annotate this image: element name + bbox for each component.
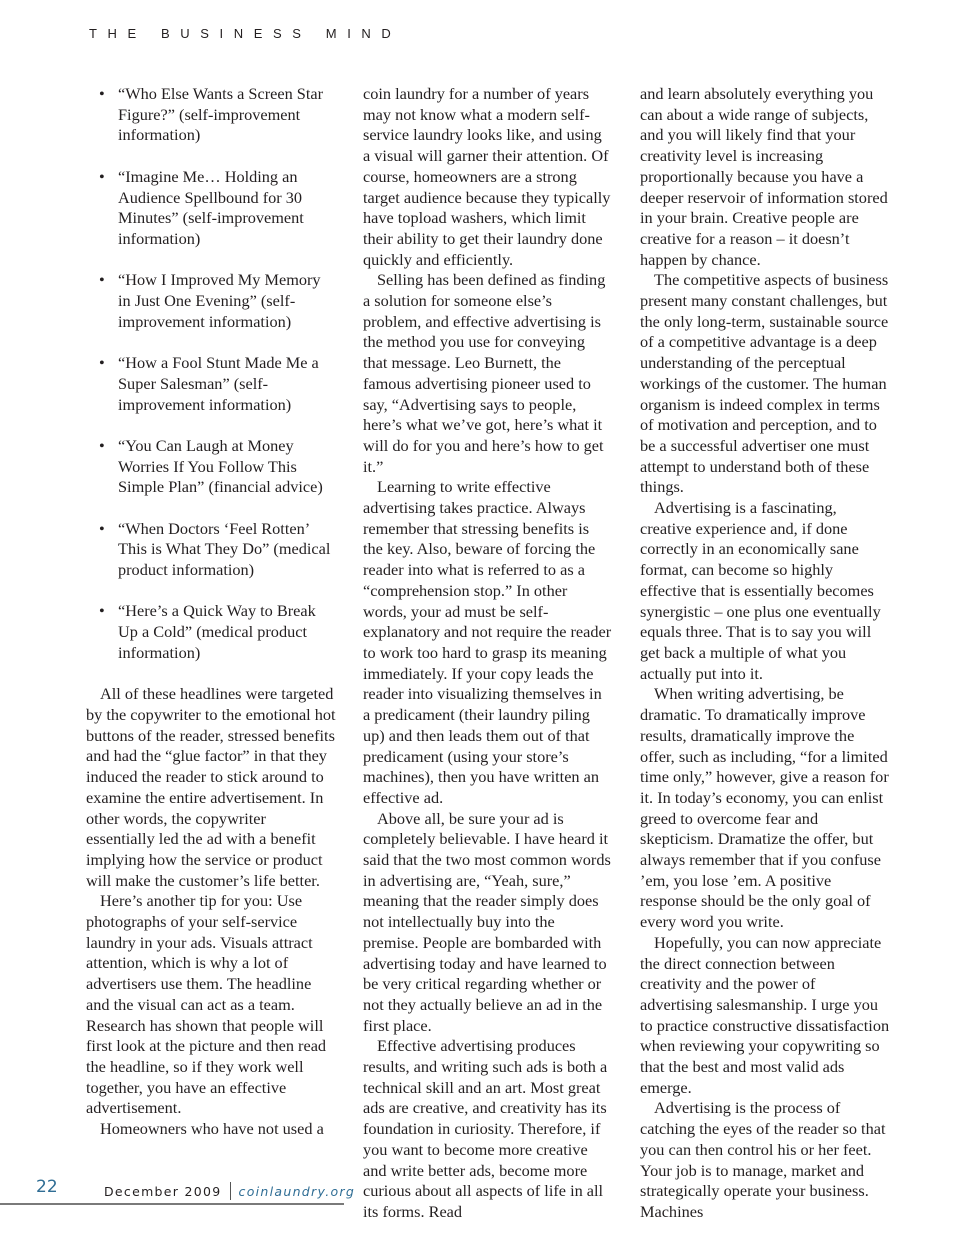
list-item-text: “Imagine Me… Holding an Audience Spellbound for 30 Minutes” (self-improvement information) — [118, 166, 304, 248]
list-item — [86, 519, 336, 581]
list-item — [86, 436, 336, 498]
list-item — [86, 270, 336, 332]
list-item — [86, 167, 336, 250]
article-column-3 — [640, 84, 890, 1223]
bullet-icon: • — [99, 84, 105, 103]
list-item-text: “You Can Laugh at Money Worries If You Follow This Simple Plan” (financial advice) — [118, 435, 323, 497]
bullet-icon: • — [99, 353, 105, 373]
article-column-2 — [363, 84, 613, 1223]
bullet-icon: • — [99, 270, 105, 290]
footer-folio — [104, 1182, 355, 1200]
bullet-icon: • — [99, 518, 105, 538]
bullet-icon: • — [99, 601, 105, 621]
page-number: 22 — [36, 1177, 58, 1197]
body-paragraph: Learning to write effective advertising takes practice. Always remember that stressing benefits is the key. Also, beware of forcing the reader into what is referred to as a “comprehension stop.” In other words, your ad must be self-explanatory and not require the reader to work too hard to grasp its meaning immediately. If your copy leads the reader into visualizing themselves in a predicament (their laundry piling up) and then leads them out of that predicament (using your store’s machines), then you have written an effective ad. — [363, 477, 612, 807]
issue-date: December 2009 — [104, 1184, 222, 1199]
list-item-text: “Who Else Wants a Screen Star Figure?” (self-improvement information) — [118, 84, 324, 145]
body-paragraph: Hopefully, you can now appreciate the direct connection between creativity and the power of advertising salesmanship. I urge you to practice constructive dissatisfaction when reviewing your copywriting so that the best and most valid ads emerge. — [640, 932, 890, 1097]
body-paragraph: Selling has been defined as finding a solution for someone else’s problem, and effective advertising is the method you use for conveying that message. Leo Burnett, the famous advertising pioneer used to say, “Advertising says to people, here’s what we’ve got, here’s what it will do for you and here’s how to get it.” — [363, 270, 606, 476]
body-paragraph-continuation: and learn absolutely everything you can about a wide range of subjects, and you will likely find that your creativity level is increasing proportionally because you have a deeper reservoir of information stored in your brain. Creative people are creative for a reason – it doesn’t happen by chance. — [640, 84, 888, 269]
body-paragraph: The competitive aspects of business present many constant challenges, but the only long-term, sustainable source of a competitive advantage is a deep understanding of the perceptual workings of the customer. The human organism is indeed complex in terms of motivation and perception, and to be a successful advertiser one must attempt to understand both of these things. — [640, 270, 889, 497]
list-item-text: “Here’s a Quick Way to Break Up a Cold” (medical product information) — [118, 601, 316, 662]
body-paragraph: All of these headlines were targeted by the copywriter to the emotional hot buttons of the reader, stressed benefits and had the “glue factor” in that they induced the reader to stick around to examine the entire advertisement. In other words, the copywriter essentially led the ad with a benefit implying how the service or product will make the customer’s life better. — [86, 684, 336, 890]
bullet-icon: • — [99, 166, 105, 186]
body-paragraph: Homeowners who have not used a — [100, 1119, 324, 1139]
body-paragraph: Here’s another tip for you: Use photographs of your self-service laundry in your ads. Visuals attract attention, which is why a lot of advertisers use them. The headline and the visual can act as a team. Research has shown that people will first look at the picture and then read the headline, so if they work well together, you have an effective advertisement. — [86, 891, 327, 1118]
body-paragraph: Advertising is a fascinating, creative experience and, if done correctly in an economically sane format, can become so highly effective that is essentially becomes synergistic – one plus one eventually equals three. That is to say you will get back a multiple of what you actually put into it. — [640, 498, 881, 683]
list-item — [86, 353, 336, 415]
headline-examples-list — [86, 84, 336, 664]
article-column-1 — [86, 84, 336, 1140]
section-header: THE BUSINESS MIND — [89, 26, 402, 41]
body-paragraph: When writing advertising, be dramatic. To dramatically improve results, dramatically improve the offer, such as including, “for a limited time only,” however, give a reason for it. In today’s economy, you can enlist greed to overcome fear and skepticism. Dramatize the offer, but always remember that if you confuse ’em, you lose ’em. A positive response should be the only goal of every word you write. — [640, 684, 889, 932]
footer-divider — [230, 1182, 231, 1200]
bullet-icon: • — [99, 435, 105, 455]
list-item-text: “How I Improved My Memory in Just One Evening” (self-improvement information) — [118, 270, 321, 331]
list-item — [86, 84, 336, 146]
website-link[interactable]: coinlaundry.org — [238, 1184, 356, 1199]
footer-rule — [0, 1203, 344, 1205]
body-paragraph: Advertising is the process of catching the eyes of the reader so that you can then control his or her feet. Your job is to manage, market and strategically operate your business. Machines — [640, 1098, 886, 1221]
body-paragraph: Effective advertising produces results, and writing such ads is both a technical skill and an art. Most great ads are creative, and creativity has its foundation in curiosity. Therefore, if you want to become more creative and write better ads, become more curious about all aspects of life in all its forms. Read — [363, 1036, 608, 1221]
list-item — [86, 601, 336, 663]
list-item-text: “How a Fool Stunt Made Me a Super Salesman” (self-improvement information) — [118, 353, 319, 414]
body-paragraph-continuation: coin laundry for a number of years may not know what a modern self-service laundry looks like, and using a visual will garner their attention. Of course, homeowners are a strong target audience because they typically have topload washers, which limit their ability to get their laundry done quickly and efficiently. — [363, 84, 611, 269]
list-item-text: “When Doctors ‘Feel Rotten’ This is What They Do” (medical product information) — [118, 518, 331, 580]
body-paragraph: Above all, be sure your ad is completely believable. I have heard it said that the two most common words in advertising are, “Yeah, sure,” meaning that the reader simply does not intellectually buy into the premise. People are bombarded with advertising today and have learned to be very critical regarding whether or not they actually believe an ad in the first place. — [363, 808, 611, 1035]
